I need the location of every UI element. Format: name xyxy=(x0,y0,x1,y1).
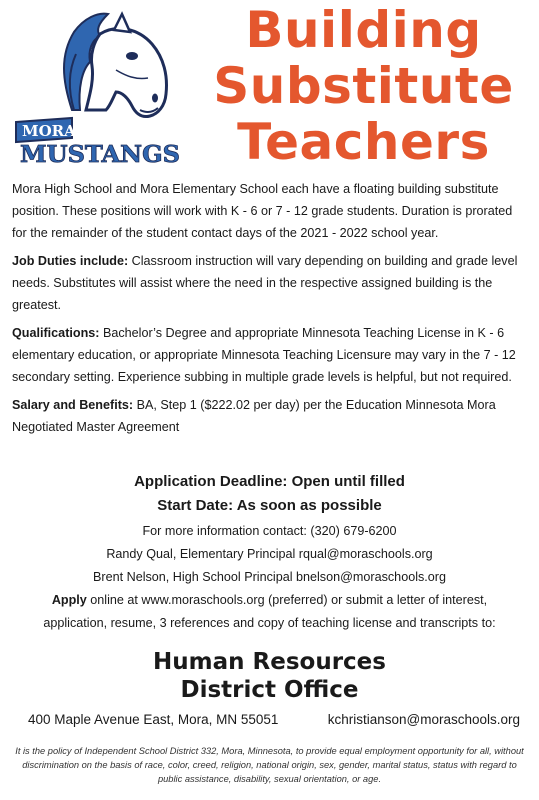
mustang-head xyxy=(86,29,166,117)
title-line-1: Building xyxy=(245,1,482,59)
application-deadline: Application Deadline: Open until filled xyxy=(134,473,405,490)
hr-line-2: District Office xyxy=(180,677,359,703)
contact-highschool-principal: Brent Nelson, High School Principal bnelson@moraschools.org xyxy=(93,570,446,584)
contact-elementary-principal: Randy Qual, Elementary Principal rqual@moraschools.org xyxy=(106,547,433,561)
logo-text-mora: MORA xyxy=(22,122,76,140)
header xyxy=(0,0,539,175)
hr-office xyxy=(0,648,539,704)
title-line-3: Teachers xyxy=(237,113,490,171)
contact-block xyxy=(0,520,539,635)
salary-text: BA, Step 1 ($222.02 per day) per the Education Minnesota Mora Negotiated Master Agreement xyxy=(12,398,496,434)
start-date: Start Date: As soon as possible xyxy=(157,497,382,514)
qualifications-label: Qualifications: xyxy=(12,326,100,340)
page-title xyxy=(196,2,531,170)
hr-email: kchristianson@moraschools.org xyxy=(327,712,520,727)
hr-line-1: Human Resources xyxy=(153,649,386,675)
qualifications-paragraph xyxy=(12,322,527,388)
duties-label: Job Duties include: xyxy=(12,254,129,268)
contact-phone: For more information contact: (320) 679-6200 xyxy=(142,524,397,538)
duties-text: Classroom instruction will vary depending on building and grade level needs. Substitutes will assist where the need in the respective assigned building is the greatest. xyxy=(12,254,518,312)
salary-paragraph xyxy=(12,394,527,438)
equal-opportunity-policy: It is the policy of Independent School District 332, Mora, Minnesota, to provide equal employment opportunity for all, without discrimination on the basis of race, color, creed, religion, national origin, sex, gender, marital status, status with regard to public assistance, disability, sexual orientation, or age. xyxy=(15,746,524,784)
posting-body xyxy=(12,178,527,444)
apply-text: online at www.moraschools.org (preferred) or submit a letter of interest, xyxy=(86,593,488,607)
logo-text-mustangs: MUSTANGS xyxy=(20,141,180,168)
intro-paragraph: Mora High School and Mora Elementary School each have a floating building substitute position. These positions will work with K - 6 or 7 - 12 grade students. Duration is prorated for the remainder of the student contact days of the 2021 - 2022 school year. xyxy=(12,182,513,240)
apply-label: Apply xyxy=(51,593,87,607)
duties-paragraph xyxy=(12,250,527,316)
salary-label: Salary and Benefits: xyxy=(12,398,134,412)
deadline-block xyxy=(0,470,539,518)
apply-line-2: application, resume, 3 references and copy of teaching license and transcripts to: xyxy=(43,616,496,630)
mustang-logo xyxy=(12,10,192,170)
street-address: 400 Maple Avenue East, Mora, MN 55051 xyxy=(28,712,279,727)
qualifications-text: Bachelor’s Degree and appropriate Minnesota Teaching License in K - 6 elementary education, or appropriate Minnesota Teaching Licensure may vary in the 7 - 12 secondary setting. Experience subbing in multiple grade levels is helpful, but not required. xyxy=(12,326,516,384)
title-line-2: Substitute xyxy=(213,57,514,115)
apply-line xyxy=(0,589,539,612)
